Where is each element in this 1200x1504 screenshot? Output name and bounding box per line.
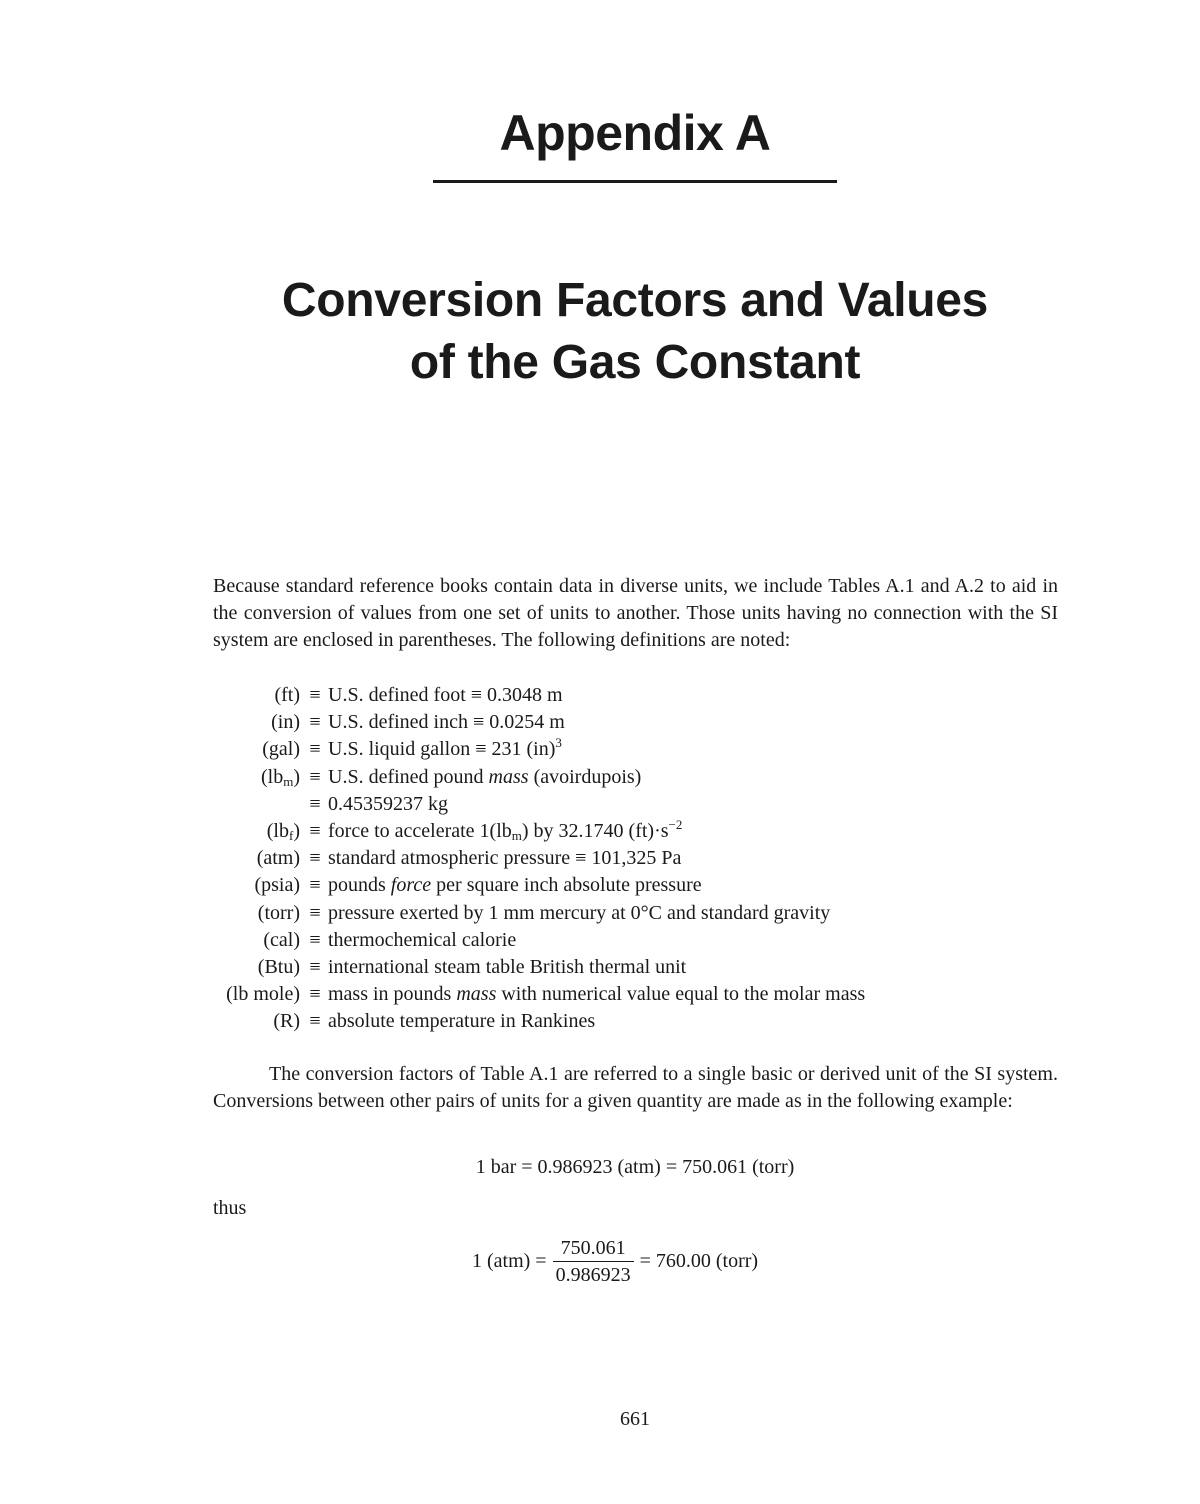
fraction: [553, 1236, 634, 1287]
equiv-symbol: ≡: [309, 792, 321, 815]
fraction-numerator: 750.061: [553, 1236, 634, 1262]
definition-text: U.S. defined pound mass (avoirdupois): [328, 765, 642, 788]
definition-row: [150, 682, 1050, 709]
definition-row: [150, 872, 1050, 899]
definition-text: absolute temperature in Rankines: [328, 1010, 596, 1033]
equiv-symbol: ≡: [309, 901, 321, 924]
definition-unit: (atm): [256, 847, 300, 870]
equiv-symbol: ≡: [309, 983, 321, 1006]
fraction-denominator: 0.986923: [555, 1264, 631, 1286]
definition-text: U.S. defined foot ≡ 0.3048 m: [328, 684, 563, 706]
equiv-symbol: ≡: [309, 1010, 321, 1033]
equiv-symbol: ≡: [309, 819, 321, 842]
definition-unit: (in): [271, 711, 300, 734]
equiv-symbol: ≡: [309, 955, 321, 978]
definition-text: pressure exerted by 1 mm mercury at 0°C and standard gravity: [328, 901, 831, 924]
definition-text: mass in pounds mass with numerical value equal to the molar mass: [328, 983, 866, 1006]
definition-text: pounds force per square inch absolute pressure: [328, 874, 702, 897]
equiv-symbol: ≡: [309, 928, 321, 951]
example-equation: 1 bar = 0.986923 (atm) = 750.061 (torr): [475, 1156, 795, 1178]
definition-row: [150, 1008, 1050, 1035]
definition-text: international steam table British thermal unit: [328, 955, 687, 978]
page-number: 661: [620, 1408, 650, 1430]
definition-row: [150, 736, 1050, 763]
definition-row: [150, 900, 1050, 927]
definition-unit: $(lb_f)$: [266, 819, 300, 843]
definition-row: [150, 709, 1050, 736]
chapter-title-line1: Conversion Factors and Values: [281, 274, 989, 327]
definition-unit: (R): [273, 1010, 300, 1033]
definition-unit: $(lb_m)$: [260, 765, 300, 789]
definition-text: 0.45359237 kg: [328, 792, 448, 815]
conversion-paragraph: The conversion factors of Table A.1 are referred to a single basic or derived unit of the SI system. Conversions between other pairs of units for a given quantity are made as in the following example:: [213, 1063, 1058, 1112]
definition-unit: (lb mole): [226, 983, 300, 1006]
chapter-title-line2: of the Gas Constant: [409, 336, 861, 389]
equiv-symbol: ≡: [309, 874, 321, 897]
equiv-symbol: ≡: [309, 738, 321, 761]
result-equation-rhs: = 760.00 (torr): [639, 1250, 759, 1272]
definition-text: thermochemical calorie: [328, 928, 517, 951]
appendix-label: Appendix A: [499, 105, 771, 161]
definition-row: [150, 818, 1050, 845]
equiv-symbol: ≡: [309, 684, 321, 706]
definition-row: [150, 764, 1050, 791]
intro-paragraph: Because standard reference books contain data in diverse units, we include Tables A.1 and A.2 to aid in the conversion of values from one set of units to another. Those units having no connection with the SI system are enclosed in parentheses. The following definitions are noted:: [213, 575, 1058, 651]
definition-unit: (Btu): [257, 955, 300, 978]
definition-unit: (cal): [263, 928, 300, 951]
result-equation-lhs: 1 (atm) =: [472, 1250, 547, 1272]
result-equation: [472, 1236, 758, 1287]
title-rule: [433, 180, 837, 183]
definition-row: [150, 927, 1050, 954]
equiv-symbol: ≡: [309, 765, 321, 788]
definition-text: standard atmospheric pressure ≡ 101,325 Pa: [328, 847, 682, 870]
definitions-list: [150, 682, 1050, 1035]
chapter-title: [0, 270, 1200, 394]
definition-row: [150, 981, 1050, 1008]
definition-row-continued: [150, 791, 1050, 818]
definition-row: [150, 954, 1050, 981]
definition-text: force to accelerate $1(lb_m)$ by 32.1740 $(ft)\cdot s^{-2}$: [328, 816, 683, 843]
definition-text: U.S. defined inch ≡ 0.0254 m: [328, 711, 565, 734]
thus-label: thus: [213, 1197, 247, 1219]
equiv-symbol: ≡: [309, 711, 321, 734]
definition-unit: (gal): [262, 738, 300, 761]
definition-unit: (psia): [254, 874, 300, 897]
definition-row: [150, 845, 1050, 872]
equiv-symbol: ≡: [309, 847, 321, 870]
definition-unit: (torr): [257, 901, 300, 924]
definition-unit: (ft): [274, 684, 300, 706]
definition-text: U.S. liquid gallon ≡ 231 (in)$^3$: [328, 735, 562, 761]
